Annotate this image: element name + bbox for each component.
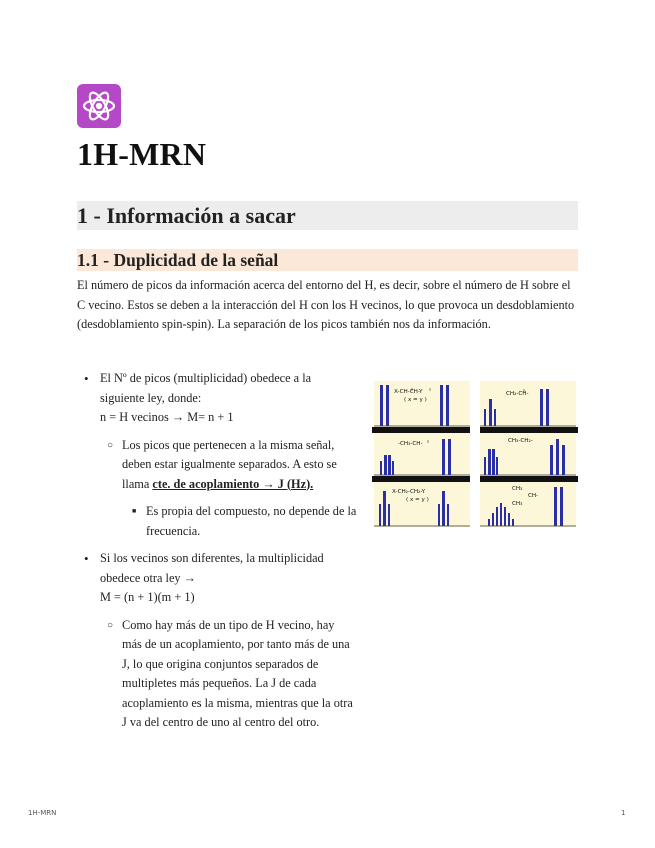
figure-label: ( x = y ) xyxy=(406,497,429,503)
footer-title: 1H-MRN xyxy=(28,809,57,817)
atom-icon xyxy=(77,84,121,128)
coupling-property-text: Es propia del compuesto, no depende de la frecuencia. xyxy=(146,504,357,538)
list-item xyxy=(77,549,357,608)
page-title: 1H-MRN xyxy=(77,136,207,172)
figure-label: CH₃-CH₂- xyxy=(508,438,533,444)
figure-label: CH₃ xyxy=(512,486,523,492)
figure-label: CH- xyxy=(528,493,539,499)
figure-label: X-CH-CH-Y xyxy=(394,389,423,395)
different-neighbors-text: Si los vecinos son diferentes, la multiplicidad obedece otra ley → xyxy=(100,551,324,585)
coupling-text: Los picos que pertenecen a la misma señal, deben estar igualmente separados. A esto se llama xyxy=(122,437,337,491)
multiplicity-rule-text: El Nº de picos (multiplicidad) obedece a la siguiente ley, donde: xyxy=(100,371,312,405)
different-neighbors-formula: M = (n + 1)(m + 1) xyxy=(100,590,195,604)
figure-label: X-CH₂-CH₂-Y xyxy=(392,489,426,495)
section-heading-1-1: 1.1 - Duplicidad de la señal xyxy=(77,249,578,271)
page-number: 1 xyxy=(621,809,626,817)
list-item xyxy=(77,369,357,428)
bullet-list xyxy=(77,369,357,733)
figure-label: CH₃ xyxy=(512,501,523,507)
list-item xyxy=(77,436,357,495)
multiplicity-formula: n = H vecinos → M= n + 1 xyxy=(100,410,234,424)
list-item xyxy=(77,616,357,733)
figure-label: CH₂-CH- xyxy=(506,391,529,397)
list-item xyxy=(77,502,357,541)
section-heading-1: 1 - Información a sacar xyxy=(77,201,578,230)
coupling-constant-term: cte. de acoplamiento → J (Hz). xyxy=(152,476,314,491)
figure-label: ( x = y ) xyxy=(404,397,427,403)
figure-label: -CH₃-CH- xyxy=(398,441,423,447)
intro-paragraph: El número de picos da información acerca del entorno del H, es decir, sobre el número de H sobre el C vecino. Estos se deben a la interacción del H con los H vecinos, lo que provoca un desdoblamiento (desdoblamiento spin-spin). La separación de los picos también nos da información. xyxy=(77,278,575,331)
multiple-coupling-text: Como hay más de un tipo de H vecino, hay más de un acoplamiento, por tanto más de una J, lo que origina conjuntos separados de multipletes más pequeños. La J de cada acoplamiento es la misma, mientras que la otra J va del centro de uno al centro del otro. xyxy=(122,617,353,729)
nmr-splitting-figure xyxy=(372,379,578,529)
